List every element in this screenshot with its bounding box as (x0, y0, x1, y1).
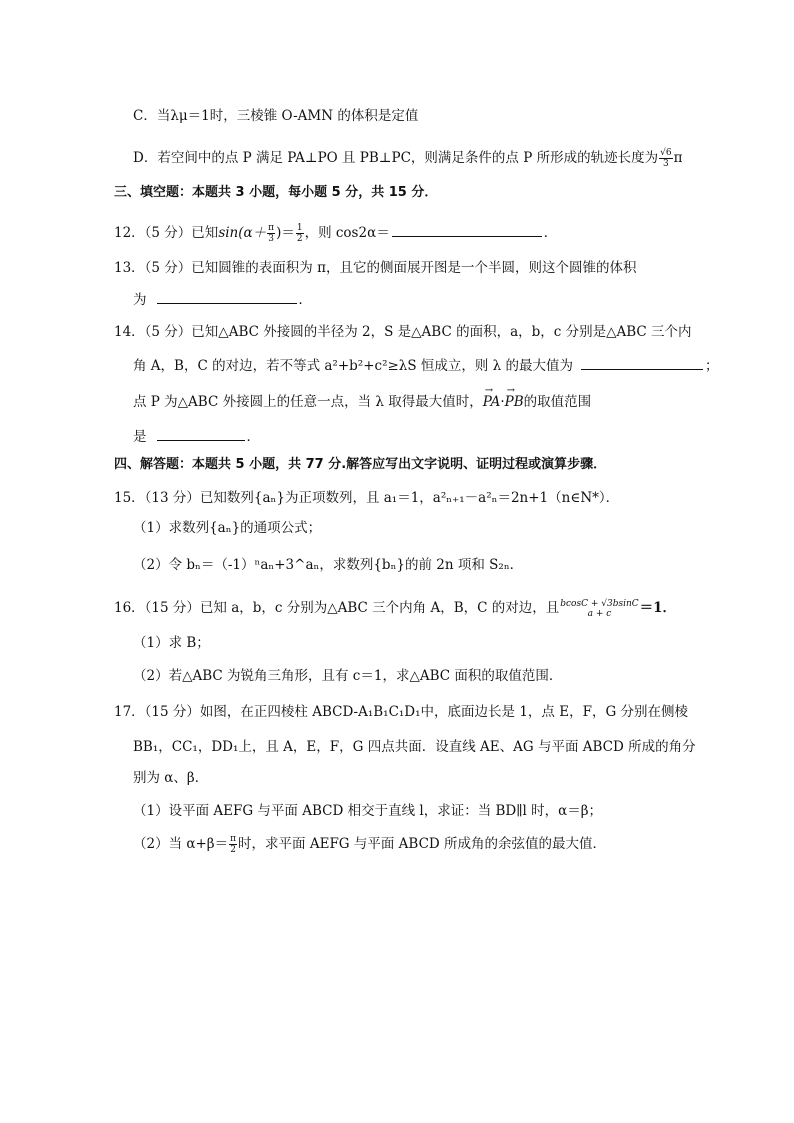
q17-pi: π (230, 834, 237, 844)
section-3-heading: 三、填空题：本题共 3 小题，每小题 5 分，共 15 分． (114, 185, 438, 200)
q14-end-b: ； (705, 358, 719, 374)
vector-pb: → PB (505, 392, 524, 412)
q16-denominator: a + c (587, 608, 612, 619)
q17-part2-post: 时，求平面 AEFG 与平面 ABCD 所成角的余弦值的最大值． (238, 836, 607, 852)
vector-pa: → PA (483, 392, 501, 412)
q16-fraction (560, 599, 638, 619)
question-15-part-2: （2）令 bₙ＝（-1）ⁿaₙ+3^aₙ，求数列{bₙ}的前 2n 项和 S₂ₙ． (133, 557, 524, 573)
option-d-text: D．若空间中的点 P 满足 PA⊥PO 且 PB⊥PC，则满足条件的点 P 所形成的轨迹长度为 (133, 150, 659, 166)
q16-numerator: bcosC + √3bsinC (560, 598, 639, 609)
q12-expr-a: sin(α＋ (218, 225, 267, 241)
q12-one-half (296, 223, 304, 244)
q13-end: ． (298, 292, 312, 308)
q14-end-d: ． (246, 429, 260, 445)
q12-pi: π (268, 223, 275, 233)
question-16-part-2: （2）若△ABC 为锐角三角形，且有 c＝1，求△ABC 面积的取值范围． (133, 668, 563, 684)
question-14-line-3 (133, 392, 591, 412)
q17-pi-over-2 (229, 834, 237, 855)
question-16-part-1: （1）求 B； (133, 635, 210, 651)
q12-prefix: 12．（5 分）已知 (114, 225, 219, 241)
q13-answer-blank[interactable] (157, 289, 297, 304)
q12-two: 2 (296, 234, 303, 244)
question-17-line-3: 别为 α、β． (133, 770, 209, 786)
question-16-stem (114, 598, 676, 619)
question-17-part-2 (133, 834, 606, 855)
question-13-line-2 (133, 289, 312, 310)
question-17-part-1: （1）设平面 AEFG 与平面 ABCD 相交于直线 l，求证：当 BD∥l 时，α＝β； (133, 803, 602, 819)
q16-equals: ＝1． (639, 600, 677, 616)
option-d-pi: π (673, 150, 683, 166)
option-c: C．当λμ＝1时，三棱锥 O-AMN 的体积是定值 (133, 108, 419, 124)
question-14-line-1: 14．（5 分）已知△ABC 外接圆的半径为 2，S 是△ABC 的面积，a，b，c 分别是△ABC 三个内 (114, 324, 692, 340)
q17-part2-pre: （2）当 α+β＝ (133, 836, 229, 852)
option-d-denominator: 3 (662, 159, 669, 169)
q12-answer-blank[interactable] (392, 222, 542, 237)
option-d-numerator: √6 (660, 148, 672, 158)
q16-text: 16．（15 分）已知 a，b，c 分别为△ABC 三个内角 A，B，C 的对边，且 (114, 600, 560, 616)
section-4-heading: 四、解答题：本题共 5 小题，共 77 分.解答应写出文字说明、证明过程或演算步骤． (114, 457, 607, 472)
q12-one: 1 (296, 223, 303, 233)
q14-prefix-d: 是 (133, 429, 147, 445)
q12-three: 3 (268, 234, 274, 244)
question-14-line-2 (133, 355, 719, 376)
q12-post: ，则 cos2α＝ (304, 225, 390, 241)
q14-answer-blank-2[interactable] (157, 426, 245, 441)
q14-text-c: 点 P 为△ABC 外接圆上的任意一点，当 λ 取得最大值时， (133, 394, 483, 410)
option-d-answer-fraction (659, 148, 672, 169)
q17-two: 2 (230, 845, 236, 855)
question-14-line-4 (133, 426, 260, 447)
q14-answer-blank-1[interactable] (581, 355, 703, 370)
q12-pi-over-3 (267, 223, 275, 244)
question-15-part-1: （1）求数列{aₙ}的通项公式； (133, 520, 322, 536)
question-15-stem: 15．（13 分）已知数列{aₙ}为正项数列，且 a₁＝1，a²ₙ₊₁－a²ₙ＝2n+1（n∈N*）． (114, 490, 620, 506)
question-17-line-1: 17．（15 分）如图，在正四棱柱 ABCD-A₁B₁C₁D₁中，底面边长是 1，点 E，F，G 分别在侧棱 (114, 704, 689, 720)
option-d (133, 148, 682, 169)
dot-operator: · (500, 394, 505, 410)
question-13-line-1: 13．（5 分）已知圆锥的表面积为 π，且它的侧面展开图是一个半圆，则这个圆锥的体积 (114, 260, 637, 276)
q12-end: ． (543, 225, 558, 241)
question-12 (114, 222, 557, 244)
question-17-line-2: BB₁，CC₁，DD₁上，且 A，E，F，G 四点共面．设直线 AE、AG 与平面 ABCD 所成的角分 (133, 739, 696, 755)
q14-text-b: 角 A，B，C 的对边，若不等式 a²+b²+c²≥λS 恒成立，则 λ 的最大值为 (133, 358, 574, 374)
q14-text-c-post: 的取值范围 (523, 394, 592, 410)
q13-prefix: 为 (133, 292, 147, 308)
q12-expr-b: )＝ (276, 225, 295, 241)
